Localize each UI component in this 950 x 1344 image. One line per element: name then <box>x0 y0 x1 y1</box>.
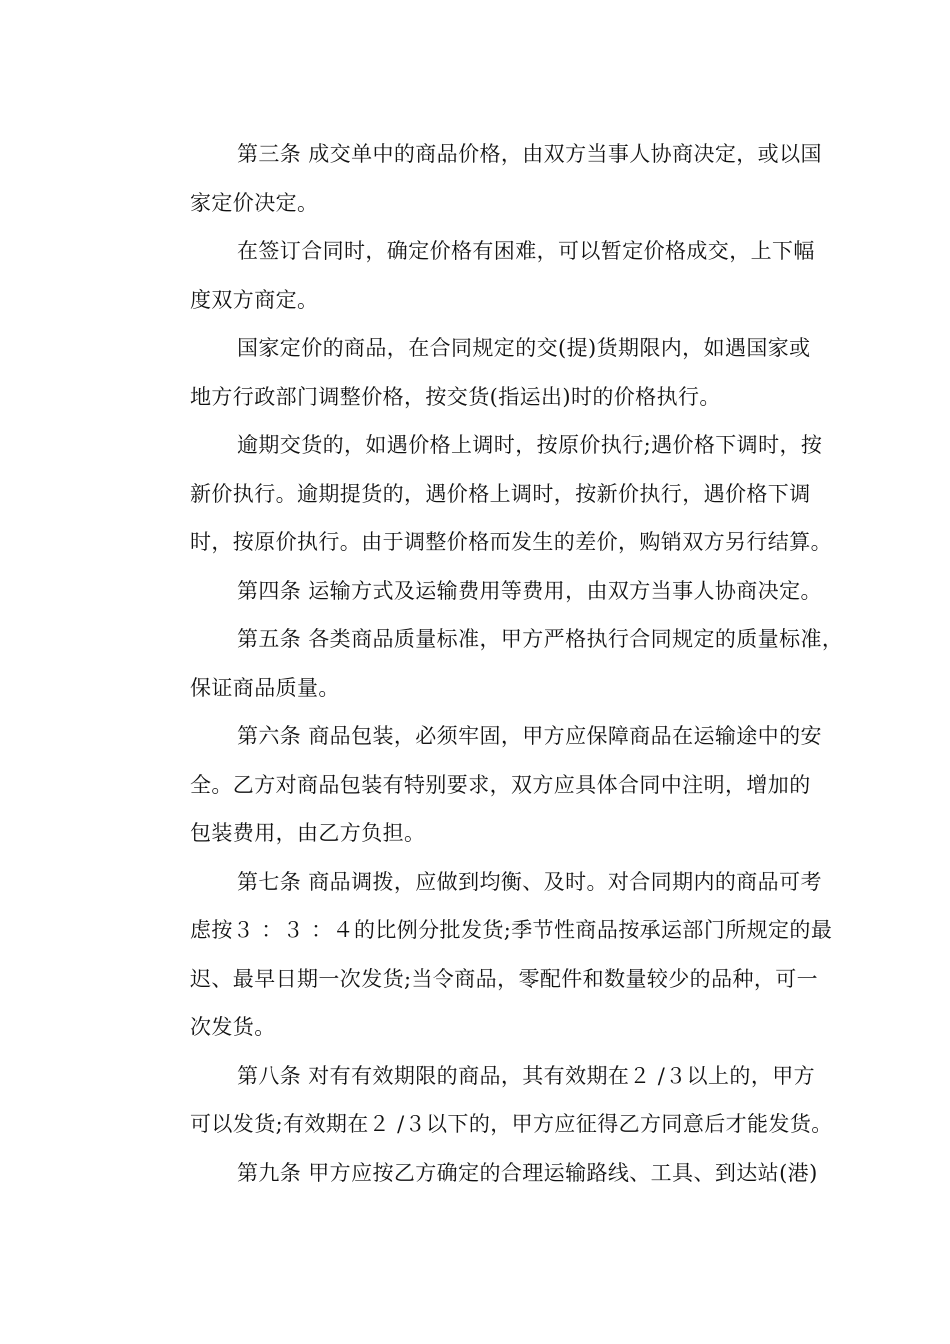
text-line: 第六条 商品包装，必须牢固，甲方应保障商品在运输途中的安 <box>237 724 822 748</box>
paragraph-price-difficulty <box>143 227 815 324</box>
text-line: 时，按原价执行。由于调整价格而发生的差价，购销双方另行结算。 <box>190 530 832 554</box>
text-line: 国家定价的商品，在合同规定的交(提)货期限内，如遇国家或 <box>237 336 811 360</box>
paragraph-article-3 <box>143 130 822 227</box>
text-line: 全。乙方对商品包装有特别要求，双方应具体合同中注明，增加的 <box>190 772 811 797</box>
text-line: 第四条 运输方式及运输费用等费用，由双方当事人协商决定。 <box>237 578 822 603</box>
paragraph-state-pricing <box>143 324 811 421</box>
text-line: 第五条 各类商品质量标准，甲方严格执行合同规定的质量标准， <box>237 627 844 651</box>
text-line: 度双方商定。 <box>190 287 319 312</box>
text-line: 第九条 甲方应按乙方确定的合理运输路线、工具、到达站(港) <box>237 1160 818 1185</box>
text-line: 保证商品质量。 <box>190 675 340 700</box>
text-line: 次发货。 <box>190 1015 276 1039</box>
paragraph-article-4 <box>143 567 822 616</box>
paragraph-article-5 <box>143 615 844 712</box>
text-line: 逾期交货的，如遇价格上调时，按原价执行;遇价格下调时，按 <box>237 433 823 457</box>
text-line: 包装费用，由乙方负担。 <box>190 821 426 845</box>
text-line: 新价执行。逾期提货的，遇价格上调时，按新价执行，遇价格下调 <box>190 481 811 506</box>
document-body <box>143 130 844 1197</box>
paragraph-article-7 <box>143 858 833 1052</box>
paragraph-overdue-delivery <box>143 421 832 567</box>
text-line: 第八条 对有有效期限的商品，其有效期在２ /３以上的，甲方 <box>237 1063 816 1088</box>
text-line: 家定价决定。 <box>190 190 319 215</box>
text-line: 地方行政部门调整价格，按交货(指运出)时的价格执行。 <box>190 384 721 409</box>
paragraph-article-9 <box>143 1149 818 1198</box>
text-line: 在签订合同时，确定价格有困难，可以暂定价格成交，上下幅 <box>237 239 815 263</box>
paragraph-article-8 <box>143 1052 833 1149</box>
text-line: 可以发货;有效期在２ /３以下的，甲方应征得乙方同意后才能发货。 <box>190 1112 833 1136</box>
text-line: 迟、最早日期一次发货;当令商品，零配件和数量较少的品种，可一 <box>190 966 819 991</box>
text-line: 虑按３ ：３ ：４的比例分批发货;季节性商品按承运部门所规定的最 <box>190 918 833 942</box>
paragraph-article-6 <box>143 712 822 858</box>
text-line: 第七条 商品调拨，应做到均衡、及时。对合同期内的商品可考 <box>237 869 822 894</box>
text-line: 第三条 成交单中的商品价格，由双方当事人协商决定，或以国 <box>237 142 822 166</box>
